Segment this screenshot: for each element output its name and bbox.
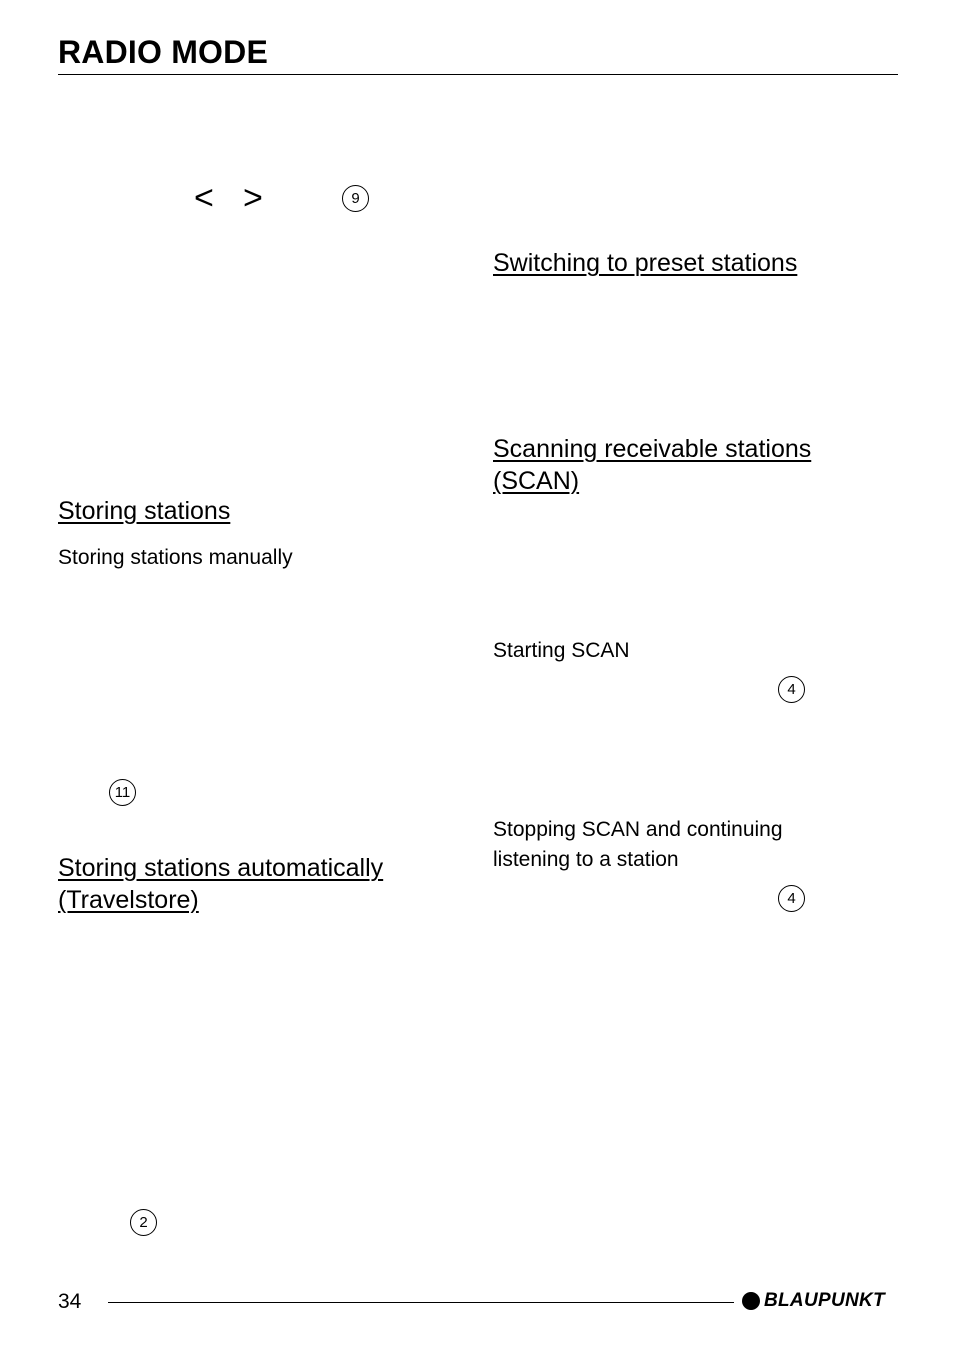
reference-number-label: 11 xyxy=(114,784,131,801)
heading-travelstore-line-2: (Travelstore) xyxy=(58,886,199,914)
subheading-storing-manually: Storing stations manually xyxy=(58,546,293,569)
reference-number-11 xyxy=(109,779,136,806)
page-number: 34 xyxy=(58,1290,82,1313)
reference-number-label: 4 xyxy=(787,890,796,907)
brand-name: BLAUPUNKT xyxy=(764,1290,885,1311)
footer-divider xyxy=(108,1302,734,1303)
heading-travelstore-line-1: Storing stations automatically xyxy=(58,854,384,882)
heading-scanning-line-2: (SCAN) xyxy=(493,467,580,495)
subheading-stopping-line-1: Stopping SCAN and continuing xyxy=(493,818,783,841)
heading-storing-stations: Storing stations xyxy=(58,497,231,525)
reference-number-2 xyxy=(130,1209,157,1236)
reference-number-label: 4 xyxy=(787,681,796,698)
reference-number-9 xyxy=(342,185,369,212)
brand-dot-icon xyxy=(742,1292,760,1310)
reference-number-label: 2 xyxy=(139,1214,148,1231)
heading-scanning-line-1: Scanning receivable stations xyxy=(493,435,812,463)
title-divider xyxy=(58,74,898,75)
brand-logo xyxy=(742,1290,885,1312)
page-title: RADIO MODE xyxy=(58,34,268,70)
reference-number-4 xyxy=(778,676,805,703)
left-arrow-icon: < xyxy=(194,179,214,217)
right-arrow-icon: > xyxy=(243,179,263,217)
reference-number-4 xyxy=(778,885,805,912)
reference-number-label: 9 xyxy=(351,190,360,207)
subheading-starting-scan: Starting SCAN xyxy=(493,639,630,662)
subheading-stopping-line-2: listening to a station xyxy=(493,848,679,871)
heading-switching-preset: Switching to preset stations xyxy=(493,249,798,277)
